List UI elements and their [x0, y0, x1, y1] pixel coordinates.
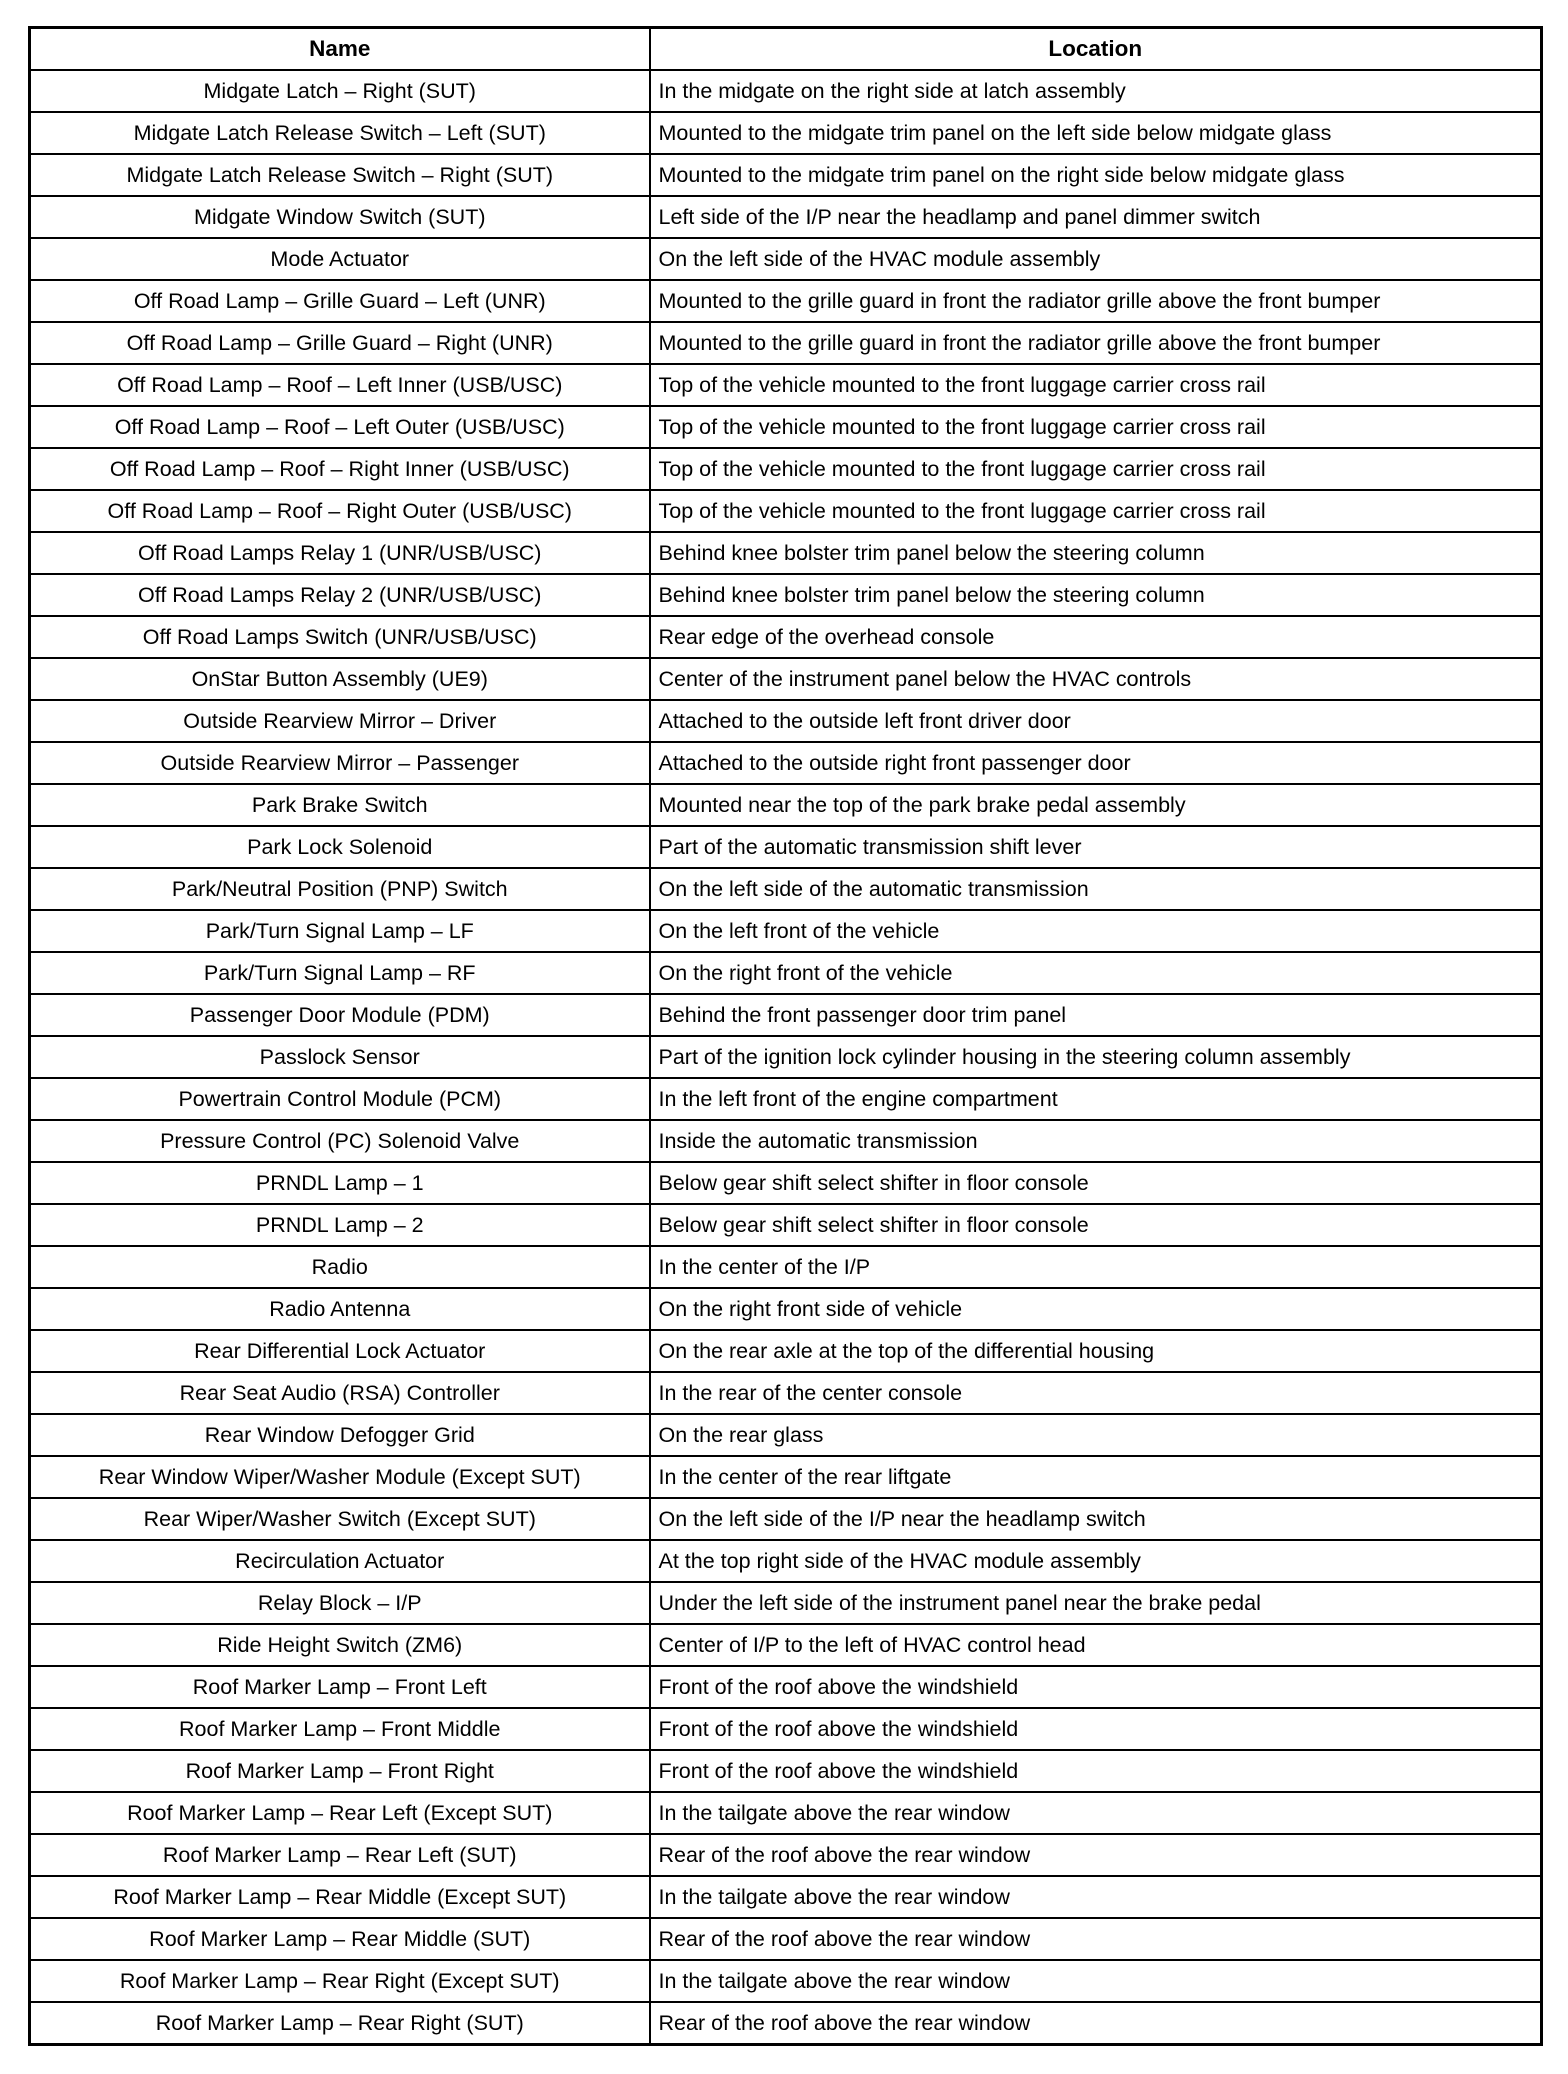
component-location-cell: Attached to the outside left front driver door	[650, 700, 1542, 742]
component-location-cell: At the top right side of the HVAC module assembly	[650, 1540, 1542, 1582]
table-row	[30, 112, 1542, 154]
table-row	[30, 1582, 1542, 1624]
component-location-cell: Under the left side of the instrument panel near the brake pedal	[650, 1582, 1542, 1624]
component-name-cell: Rear Seat Audio (RSA) Controller	[30, 1372, 650, 1414]
table-row	[30, 406, 1542, 448]
table-row	[30, 1918, 1542, 1960]
component-name-cell: Rear Wiper/Washer Switch (Except SUT)	[30, 1498, 650, 1540]
component-location-cell: In the midgate on the right side at latch assembly	[650, 70, 1542, 112]
component-name-cell: Roof Marker Lamp – Front Left	[30, 1666, 650, 1708]
component-name-cell: OnStar Button Assembly (UE9)	[30, 658, 650, 700]
component-name-cell: Off Road Lamp – Grille Guard – Left (UNR)	[30, 280, 650, 322]
component-location-cell: Left side of the I/P near the headlamp and panel dimmer switch	[650, 196, 1542, 238]
table-row	[30, 910, 1542, 952]
table-row	[30, 1456, 1542, 1498]
component-name-cell: Off Road Lamps Relay 1 (UNR/USB/USC)	[30, 532, 650, 574]
component-location-cell: In the tailgate above the rear window	[650, 1960, 1542, 2002]
table-row	[30, 1624, 1542, 1666]
component-name-cell: Off Road Lamps Relay 2 (UNR/USB/USC)	[30, 574, 650, 616]
table-row	[30, 1120, 1542, 1162]
table-row	[30, 1498, 1542, 1540]
table-row	[30, 1372, 1542, 1414]
component-name-cell: Off Road Lamp – Roof – Right Inner (USB/USC)	[30, 448, 650, 490]
component-name-cell: Rear Differential Lock Actuator	[30, 1330, 650, 1372]
table-row	[30, 616, 1542, 658]
component-location-cell: Top of the vehicle mounted to the front luggage carrier cross rail	[650, 364, 1542, 406]
component-location-cell: In the left front of the engine compartment	[650, 1078, 1542, 1120]
component-location-cell: Center of I/P to the left of HVAC control head	[650, 1624, 1542, 1666]
component-name-cell: Roof Marker Lamp – Rear Left (SUT)	[30, 1834, 650, 1876]
column-header-location: Location	[650, 28, 1542, 71]
component-location-cell: On the right front of the vehicle	[650, 952, 1542, 994]
component-location-cell: Mounted near the top of the park brake pedal assembly	[650, 784, 1542, 826]
component-name-cell: Mode Actuator	[30, 238, 650, 280]
table-row	[30, 1708, 1542, 1750]
table-row	[30, 868, 1542, 910]
component-name-cell: Passenger Door Module (PDM)	[30, 994, 650, 1036]
component-name-cell: Outside Rearview Mirror – Driver	[30, 700, 650, 742]
table-row	[30, 322, 1542, 364]
table-row	[30, 742, 1542, 784]
component-name-cell: Park Lock Solenoid	[30, 826, 650, 868]
component-location-cell: Mounted to the grille guard in front the radiator grille above the front bumper	[650, 322, 1542, 364]
component-location-cell: Rear of the roof above the rear window	[650, 1918, 1542, 1960]
component-name-cell: PRNDL Lamp – 2	[30, 1204, 650, 1246]
component-location-cell: Rear of the roof above the rear window	[650, 2002, 1542, 2045]
table-row	[30, 1750, 1542, 1792]
table-row	[30, 1540, 1542, 1582]
component-location-cell: In the rear of the center console	[650, 1372, 1542, 1414]
component-name-cell: Off Road Lamp – Grille Guard – Right (UNR)	[30, 322, 650, 364]
table-row	[30, 1204, 1542, 1246]
component-location-cell: On the left front of the vehicle	[650, 910, 1542, 952]
component-location-cell: Part of the automatic transmission shift lever	[650, 826, 1542, 868]
component-location-cell: Below gear shift select shifter in floor console	[650, 1204, 1542, 1246]
component-name-cell: Roof Marker Lamp – Rear Middle (SUT)	[30, 1918, 650, 1960]
component-name-cell: Ride Height Switch (ZM6)	[30, 1624, 650, 1666]
component-name-cell: Off Road Lamps Switch (UNR/USB/USC)	[30, 616, 650, 658]
table-row	[30, 1162, 1542, 1204]
table-row	[30, 784, 1542, 826]
component-location-cell: On the left side of the automatic transmission	[650, 868, 1542, 910]
component-location-cell: Inside the automatic transmission	[650, 1120, 1542, 1162]
table-row	[30, 196, 1542, 238]
table-row	[30, 1078, 1542, 1120]
component-location-cell: Attached to the outside right front passenger door	[650, 742, 1542, 784]
component-location-cell: Behind the front passenger door trim panel	[650, 994, 1542, 1036]
table-row	[30, 1834, 1542, 1876]
table-row	[30, 532, 1542, 574]
table-row	[30, 2002, 1542, 2045]
component-name-cell: Off Road Lamp – Roof – Right Outer (USB/USC)	[30, 490, 650, 532]
component-location-cell: Top of the vehicle mounted to the front luggage carrier cross rail	[650, 448, 1542, 490]
component-name-cell: Off Road Lamp – Roof – Left Inner (USB/USC)	[30, 364, 650, 406]
table-row	[30, 1960, 1542, 2002]
component-location-cell: On the rear axle at the top of the differential housing	[650, 1330, 1542, 1372]
table-header	[30, 28, 1542, 71]
component-name-cell: Park Brake Switch	[30, 784, 650, 826]
table-row	[30, 700, 1542, 742]
component-name-cell: Radio Antenna	[30, 1288, 650, 1330]
table-row	[30, 658, 1542, 700]
component-location-cell: Top of the vehicle mounted to the front luggage carrier cross rail	[650, 490, 1542, 532]
table-row	[30, 826, 1542, 868]
table-row	[30, 490, 1542, 532]
component-location-cell: Top of the vehicle mounted to the front luggage carrier cross rail	[650, 406, 1542, 448]
table-row	[30, 994, 1542, 1036]
table-row	[30, 1666, 1542, 1708]
table-row	[30, 952, 1542, 994]
component-location-cell: Mounted to the midgate trim panel on the left side below midgate glass	[650, 112, 1542, 154]
component-name-cell: Midgate Window Switch (SUT)	[30, 196, 650, 238]
component-name-cell: Midgate Latch Release Switch – Left (SUT)	[30, 112, 650, 154]
component-location-cell: Behind knee bolster trim panel below the steering column	[650, 532, 1542, 574]
component-name-cell: Outside Rearview Mirror – Passenger	[30, 742, 650, 784]
component-name-cell: Midgate Latch – Right (SUT)	[30, 70, 650, 112]
column-header-name: Name	[30, 28, 650, 71]
component-location-cell: On the rear glass	[650, 1414, 1542, 1456]
component-location-cell: Rear edge of the overhead console	[650, 616, 1542, 658]
table-row	[30, 1876, 1542, 1918]
table-row	[30, 1288, 1542, 1330]
table-row	[30, 1414, 1542, 1456]
component-name-cell: Park/Neutral Position (PNP) Switch	[30, 868, 650, 910]
component-name-cell: Roof Marker Lamp – Front Middle	[30, 1708, 650, 1750]
component-name-cell: Roof Marker Lamp – Rear Right (Except SUT)	[30, 1960, 650, 2002]
component-location-cell: Rear of the roof above the rear window	[650, 1834, 1542, 1876]
table-row	[30, 70, 1542, 112]
component-name-cell: Relay Block – I/P	[30, 1582, 650, 1624]
table-row	[30, 154, 1542, 196]
component-name-cell: Roof Marker Lamp – Rear Right (SUT)	[30, 2002, 650, 2045]
component-name-cell: Passlock Sensor	[30, 1036, 650, 1078]
component-location-table	[28, 26, 1543, 2046]
component-name-cell: Rear Window Wiper/Washer Module (Except SUT)	[30, 1456, 650, 1498]
component-name-cell: Park/Turn Signal Lamp – RF	[30, 952, 650, 994]
component-name-cell: Park/Turn Signal Lamp – LF	[30, 910, 650, 952]
component-location-cell: Part of the ignition lock cylinder housing in the steering column assembly	[650, 1036, 1542, 1078]
component-location-cell: In the center of the rear liftgate	[650, 1456, 1542, 1498]
table-row	[30, 448, 1542, 490]
component-location-cell: Center of the instrument panel below the HVAC controls	[650, 658, 1542, 700]
component-location-cell: Behind knee bolster trim panel below the steering column	[650, 574, 1542, 616]
component-name-cell: Roof Marker Lamp – Front Right	[30, 1750, 650, 1792]
component-name-cell: Recirculation Actuator	[30, 1540, 650, 1582]
component-location-cell: Mounted to the midgate trim panel on the right side below midgate glass	[650, 154, 1542, 196]
component-location-cell: Front of the roof above the windshield	[650, 1708, 1542, 1750]
component-name-cell: Powertrain Control Module (PCM)	[30, 1078, 650, 1120]
component-location-cell: Front of the roof above the windshield	[650, 1750, 1542, 1792]
component-name-cell: Pressure Control (PC) Solenoid Valve	[30, 1120, 650, 1162]
component-name-cell: Roof Marker Lamp – Rear Middle (Except SUT)	[30, 1876, 650, 1918]
component-name-cell: Off Road Lamp – Roof – Left Outer (USB/USC)	[30, 406, 650, 448]
component-name-cell: Midgate Latch Release Switch – Right (SUT)	[30, 154, 650, 196]
component-location-cell: On the left side of the HVAC module assembly	[650, 238, 1542, 280]
component-name-cell: PRNDL Lamp – 1	[30, 1162, 650, 1204]
component-name-cell: Rear Window Defogger Grid	[30, 1414, 650, 1456]
component-location-cell: In the tailgate above the rear window	[650, 1876, 1542, 1918]
component-name-cell: Radio	[30, 1246, 650, 1288]
component-location-cell: On the right front side of vehicle	[650, 1288, 1542, 1330]
component-location-cell: On the left side of the I/P near the headlamp switch	[650, 1498, 1542, 1540]
table-body	[30, 70, 1542, 2045]
table-row	[30, 1036, 1542, 1078]
table-row	[30, 280, 1542, 322]
table-row	[30, 1246, 1542, 1288]
component-location-cell: Front of the roof above the windshield	[650, 1666, 1542, 1708]
component-location-cell: In the center of the I/P	[650, 1246, 1542, 1288]
table-row	[30, 364, 1542, 406]
table-header-row	[30, 28, 1542, 71]
component-location-cell: Below gear shift select shifter in floor console	[650, 1162, 1542, 1204]
component-location-cell: In the tailgate above the rear window	[650, 1792, 1542, 1834]
table-row	[30, 1792, 1542, 1834]
component-name-cell: Roof Marker Lamp – Rear Left (Except SUT)	[30, 1792, 650, 1834]
table-row	[30, 574, 1542, 616]
component-location-cell: Mounted to the grille guard in front the radiator grille above the front bumper	[650, 280, 1542, 322]
table-row	[30, 1330, 1542, 1372]
table-row	[30, 238, 1542, 280]
